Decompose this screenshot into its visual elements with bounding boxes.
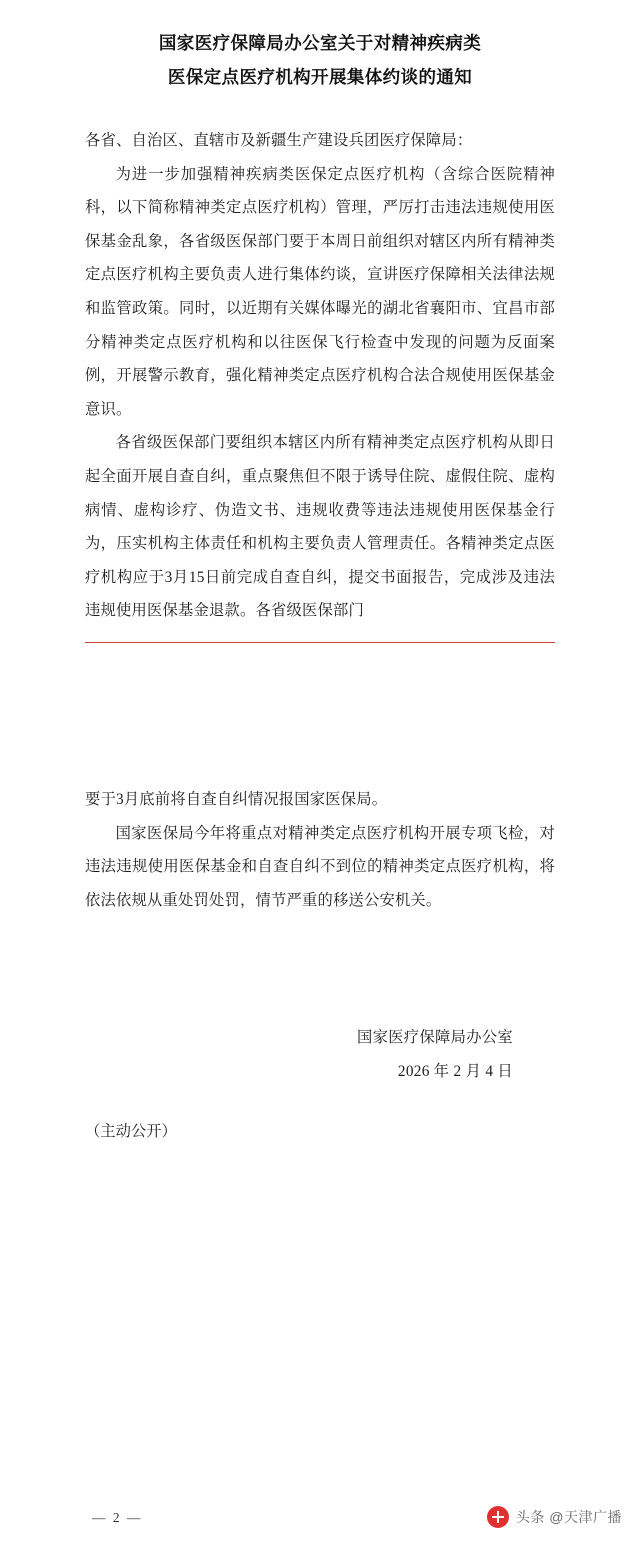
signature-block [0, 1021, 640, 1089]
title-line-2: 医保定点医疗机构开展集体约谈的通知 [167, 67, 473, 87]
paragraph-2: 各省级医保部门要组织本辖区内所有精神类定点医疗机构从即日起全面开展自查自纠，重点聚焦但不限于诱导住院、虚假住院、虚构病情、虚构诊疗、伪造文书、违规收费等违法违规使用医保基金行为，压实机构主体责任和机构主要负责人管理责任。各精神类定点医疗机构应于3月15日前完成自查自纠，提交书面报告，完成涉及违法违规使用医保基金退款。各省级医保部门 [85, 434, 555, 620]
blank-spacer [0, 643, 640, 783]
addressee-line: 各省、自治区、直辖市及新疆生产建设兵团医疗保障局： [85, 132, 473, 149]
toutiao-logo-icon [487, 1506, 509, 1528]
page-number: — 2 — [92, 1510, 143, 1525]
document-body-top [0, 124, 640, 628]
paragraph-4: 国家医保局今年将重点对精神类定点医疗机构开展专项飞检，对违法违规使用医保基金和自查自纠不到位的精神类定点医疗机构，将依法依规从重处罚处罚，情节严重的移送公安机关。 [85, 824, 555, 909]
signature-date: 2026 年 2 月 4 日 [397, 1063, 513, 1081]
paragraph-1: 为进一步加强精神疾病类医保定点医疗机构（含综合医院精神科，以下简称精神类定点医疗机构）管理，严厉打击违法违规使用医保基金乱象，各省级医保部门要于本周日前组织对辖区内所有精神类定点医疗机构主要负责人进行集体约谈，宣讲医疗保障相关法律法规和监管政策。同时，以近期有关媒体曝光的湖北省襄阳市、宜昌市部分精神类定点医疗机构和以往医保飞行检查中发现的问题为反面案例，开展警示教育，强化精神类定点医疗机构合法合规使用医保基金意识。 [85, 165, 555, 418]
disclosure-note: （主动公开） [85, 1123, 177, 1141]
document-body-bottom [0, 783, 640, 917]
title-line-1: 国家医疗保障局办公室关于对精神疾病类 [158, 33, 482, 53]
watermark-label: 头条 @天津广播 [515, 1509, 622, 1525]
page-title [0, 0, 640, 94]
page-footer [0, 1500, 640, 1530]
watermark [487, 1506, 622, 1528]
signature-organization: 国家医疗保障局办公室 [357, 1029, 513, 1047]
red-separator-rule [85, 642, 555, 643]
paragraph-3: 要于3月底前将自查自纠情况报国家医保局。 [85, 790, 388, 808]
